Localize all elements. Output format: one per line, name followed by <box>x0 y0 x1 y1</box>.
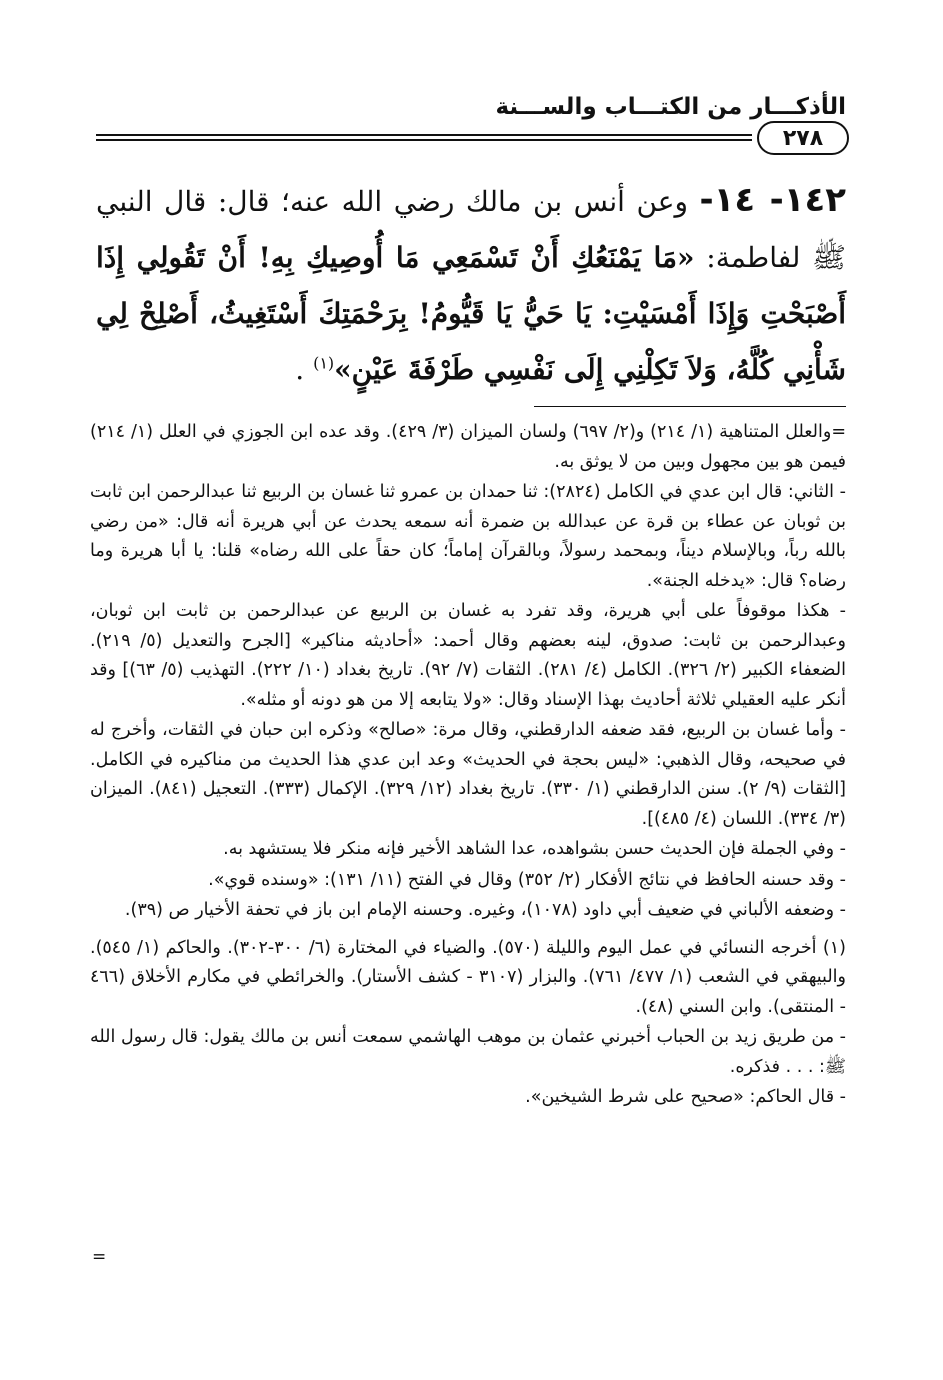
hadith-quote: «مَا يَمْنَعُكِ أَنْ تَسْمَعِي مَا أُوصِيكِ بِهِ! أَنْ تَقُولِي إِذَا أَصْبَحْتِ وَإِذَا أَمْسَيْتِ: يَا حَيُّ يَا قَيُّومُ! بِرَحْمَتِكَ أَسْتَغِيثُ، أَصْلِحْ لِي شَأْنِي كُلَّهُ، وَلاَ تَكِلْنِي إِلَى نَفْسِي طَرْفَةَ عَيْنٍ» <box>96 241 846 386</box>
page-number: ٢٧٨ <box>757 121 849 155</box>
hadith-text <box>96 172 846 398</box>
footnote-paragraph: - وأما غسان بن الربيع، فقد ضعفه الدارقطني، وقال مرة: «صالح» وذكره ابن حبان في الثقات، وأخرج له في صحيحه، وقال الذهبي: «ليس بحجة في الحديث» وعد ابن عدي هذا الحديث من مناكيره في الكامل. [الثقات (٩/ ٢). سنن الدارقطني (١/ ٣٣٠). تاريخ بغداد (١٢/ ٣٢٩). الإكمال (٣٣٣). التعجيل (٨٤١). الميزان (٣/ ٣٣٤). اللسان (٤/ ٤٨٥)]. <box>90 720 847 829</box>
hadith-intro: وعن أنس بن مالك رضي الله عنه؛ قال: قال النبي ﷺ لفاطمة: <box>96 185 847 274</box>
header-rule-line <box>96 134 752 136</box>
footnote-paragraph: - وقد حسنه الحافظ في نتائج الأفكار (٢/ ٣٥٢) وقال في الفتح (١١/ ١٣١): «وسنده قوي». <box>208 869 846 890</box>
header-rule-line <box>96 139 752 141</box>
footnote-paragraph: - وفي الجملة فإن الحديث حسن بشواهده، عدا الشاهد الأخير فإنه منكر فلا يستشهد به. <box>223 839 846 859</box>
continuation-mark: = <box>92 1247 107 1267</box>
footnote-ref: (١) <box>313 353 335 373</box>
footnote-paragraph: =والعلل المتناهية (١/ ٢١٤) و(٢/ ٦٩٧) ولسان الميزان (٣/ ٤٢٩). وقد عده ابن الجوزي في العلل (١/ ٢١٤) فيمن هو بين مجهول وبين من لا يوثق به. <box>90 422 846 472</box>
footnote-paragraph: - وضعفه الألباني في ضعيف أبي داود (١٠٧٨)، وغيره. وحسنه الإمام ابن باز في تحفة الأخيار ص (٣٩). <box>124 900 846 920</box>
running-header <box>96 94 846 134</box>
footnote-paragraph: - قال الحاكم: «صحيح على شرط الشيخين». <box>525 1087 846 1107</box>
footnote-paragraph: - الثاني: قال ابن عدي في الكامل (٢٨٢٤): ثنا حمدان بن عمرو ثنا غسان بن الربيع ثنا عبدالرحمن ابن ثابت بن ثوبان عن عطاء بن قرة عن عبدالله بن ضمرة أنه سمعه يحدث عن أبي هريرة أنه قال: «من رضي بالله رباً، وبالإسلام ديناً، وبمحمد رسولاً، وبالقرآن إماماً؛ كان حقاً على الله رضاه» قلنا: يا أبا هريرة وما رضاه؟ قال: «يدخله الجنة». <box>90 482 846 591</box>
footnotes <box>90 418 846 1113</box>
footnote-paragraph: - هكذا موقوفاً على أبي هريرة، وقد تفرد به غسان بن الربيع عن عبدالرحمن بن ثابت ابن ثوبان، وعبدالرحمن بن ثابت: صدوق، لينه بعضهم وقال أحمد: «أحاديثه مناكير» [الجرح والتعديل (٥/ ٢١٩). الضعفاء الكبير (٢/ ٣٢٦). الكامل (٤/ ٢٨١). الثقات (٧/ ٩٢). تاريخ بغداد (١٠/ ٢٢٢). التهذيب (٥/ ٦٣)] وقد أنكر عليه العقيلي ثلاثة أحاديث بهذا الإسناد وقال: «ولا يتابعه إلا من هو دونه أو مثله». <box>90 601 846 710</box>
hadith-number: ١٤٢- ١٤- <box>699 180 846 220</box>
header-rule <box>96 132 752 144</box>
footnote-separator <box>534 406 846 407</box>
footnote-paragraph: - من طريق زيد بن الحباب أخبرني عثمان بن موهب الهاشمي سمعت أنس بن مالك يقول: قال رسول الله ﷺ: . . . فذكره. <box>90 1027 846 1077</box>
book-title: الأذكـــار من الكتـــاب والســـنة <box>495 94 846 120</box>
footnote-paragraph: (١) أخرجه النسائي في عمل اليوم والليلة (٥٧٠). والضياء في المختارة (٦/ ٣٠٠-٣٠٢). والحاكم (١/ ٥٤٥). والبيهقي في الشعب (١/ ٤٧٧/ ٧٦١). والبزار (٣١٠٧ - كشف الأستار). والخرائطي في مكارم الأخلاق (٤٦٦ - المنتقى). وابن السني (٤٨). <box>90 937 846 1017</box>
hadith-end: . <box>295 353 305 386</box>
